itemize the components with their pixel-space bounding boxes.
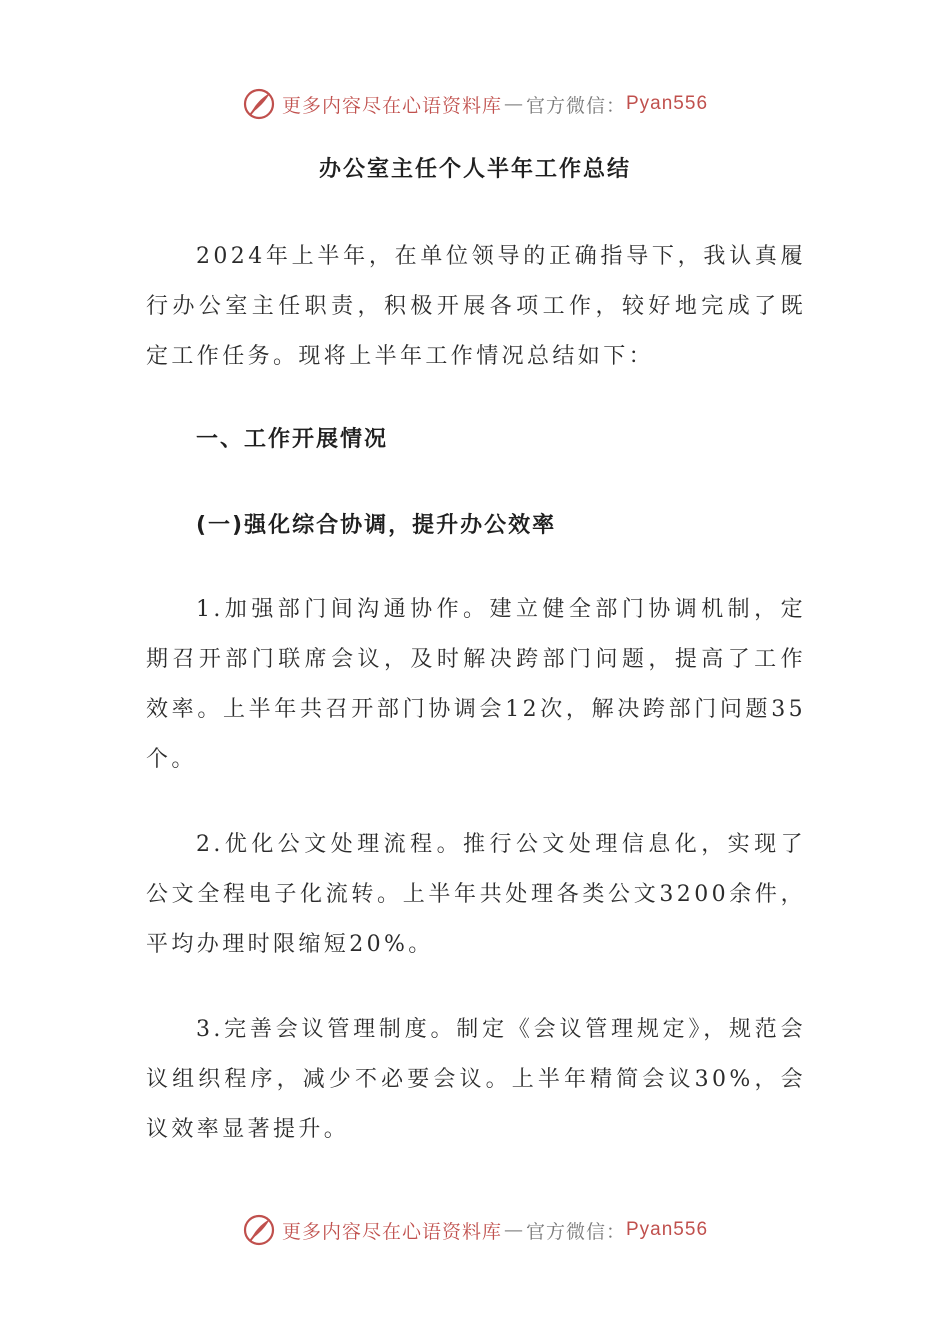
list-item: 3.完善会议管理制度。制定《会议管理规定》，规范会议组织程序，减少不必要会议。上半年精简会议30%，会议效率显著提升。 xyxy=(146,1017,806,1142)
header-watermark xyxy=(0,84,950,124)
intro-paragraph: 2024年上半年，在单位领导的正确指导下，我认真履行办公室主任职责，积极开展各项工作，较好地完成了既定工作任务。现将上半年工作情况总结如下： xyxy=(146,244,806,369)
quill-logo-icon xyxy=(242,1213,276,1247)
watermark-sub-text: 官方微信： xyxy=(525,1220,626,1243)
list-item: 1.加强部门间沟通协作。建立健全部门协调机制，定期召开部门联席会议，及时解决跨部门问题，提高了工作效率。上半年共召开部门协调会12次，解决跨部门问题35个。 xyxy=(146,597,806,772)
watermark-id-text: Pyan556 xyxy=(626,1219,709,1240)
list-item: 2.优化公文处理流程。推行公文处理信息化，实现了公文全程电子化流转。上半年共处理各类公文3200余件，平均办理时限缩短20%。 xyxy=(146,832,806,957)
watermark-main-text: 更多内容尽在心语资料库 xyxy=(281,1220,502,1243)
quill-logo-icon xyxy=(242,87,276,121)
watermark-id-text: Pyan556 xyxy=(626,93,709,114)
watermark-main-text: 更多内容尽在心语资料库 xyxy=(281,94,502,117)
document-body xyxy=(146,232,806,1190)
footer-watermark xyxy=(0,1210,950,1250)
watermark-separator: — xyxy=(503,93,524,115)
document-title: 办公室主任个人半年工作总结 xyxy=(318,157,631,182)
watermark-sub-text: 官方微信： xyxy=(525,94,626,117)
section-heading: 一、工作开展情况 xyxy=(196,427,389,452)
watermark-separator: — xyxy=(503,1219,524,1241)
subsection-heading: (一)强化综合协调，提升办公效率 xyxy=(196,513,557,538)
